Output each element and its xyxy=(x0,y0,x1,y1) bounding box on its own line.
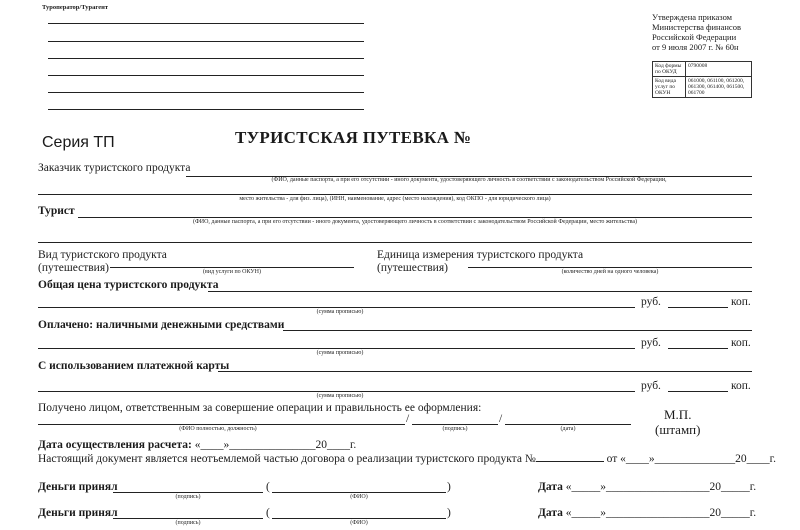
stamp-mp: М.П. xyxy=(664,407,692,422)
product-type-line-2: (путешествия) xyxy=(38,262,109,274)
total-price-kop-line[interactable] xyxy=(668,307,728,308)
money-received-date-label-1: Дата xyxy=(538,481,563,493)
money-received-name-line-2[interactable] xyxy=(272,518,446,519)
contract-number-field[interactable] xyxy=(536,452,604,462)
approval-line-2: Министерства финансов xyxy=(652,22,741,32)
money-received-name-hint-2: (ФИО) xyxy=(350,520,368,526)
paid-card-label: С использованием платежной карты xyxy=(38,360,230,372)
received-label: Получено лицом, ответственным за совершение операции и правильность ее оформления: xyxy=(38,402,482,414)
money-received-date-1[interactable]: «_____»__________________20_____г. xyxy=(565,481,757,493)
paid-cash-line-1[interactable] xyxy=(283,330,752,331)
product-type-line-1: Вид туристского продукта xyxy=(38,249,167,261)
money-received-close-1: ) xyxy=(447,481,451,493)
stamp-label: (штамп) xyxy=(655,422,701,437)
okud-value: 0790008 xyxy=(686,62,752,77)
received-date-line[interactable] xyxy=(505,424,631,425)
customer-line-2[interactable] xyxy=(38,194,752,195)
money-received-open-1: ( xyxy=(266,481,270,493)
received-name-hint: (ФИО полностью, должность) xyxy=(179,426,257,432)
series-label: Серия ТП xyxy=(42,134,115,151)
paid-card-kop: коп. xyxy=(731,380,751,392)
approval-line-3: Российской Федерации xyxy=(652,32,737,42)
approval-line-4: от 9 июля 2007 г. № 60н xyxy=(652,42,739,52)
total-price-kop: коп. xyxy=(731,296,751,308)
operator-label: Туроператор/Турагент xyxy=(42,4,109,11)
received-sign-line[interactable] xyxy=(412,424,498,425)
money-received-label-2: Деньги принял xyxy=(38,507,118,519)
total-price-amount-line[interactable] xyxy=(38,307,635,308)
paid-cash-label: Оплачено: наличными денежными средствами xyxy=(38,319,285,331)
product-type-hint: (вид услуги по ОКУН) xyxy=(203,269,261,275)
integral-date[interactable]: от «____»______________20____г. xyxy=(606,453,776,465)
money-received-date-label-2: Дата xyxy=(538,507,563,519)
tourist-line-2[interactable] xyxy=(38,242,752,243)
paid-cash-hint: (сумма прописью) xyxy=(316,350,364,356)
approval-line-1: Утверждена приказом xyxy=(652,12,733,22)
paid-card-kop-line[interactable] xyxy=(668,391,728,392)
paid-cash-amount-line[interactable] xyxy=(38,348,635,349)
received-slash-2: / xyxy=(499,413,503,425)
settlement-date-label: Дата осуществления расчета: xyxy=(38,439,192,451)
operator-line-3[interactable] xyxy=(48,58,364,59)
paid-card-rub: руб. xyxy=(641,380,661,392)
unit-field[interactable] xyxy=(468,267,752,268)
received-date-hint: (дата) xyxy=(560,426,576,432)
paid-card-hint: (сумма прописью) xyxy=(316,393,364,399)
money-received-date-2[interactable]: «_____»__________________20_____г. xyxy=(565,507,757,519)
money-received-date-row-1 xyxy=(538,481,756,494)
product-type-field[interactable] xyxy=(110,267,354,268)
total-price-label: Общая цена туристского продукта xyxy=(38,279,219,291)
paid-card-amount-line[interactable] xyxy=(38,391,635,392)
received-name-line[interactable] xyxy=(38,424,405,425)
page-title: ТУРИСТСКАЯ ПУТЕВКА № xyxy=(235,128,472,147)
received-slash-1: / xyxy=(406,413,410,425)
paid-cash-kop: коп. xyxy=(731,337,751,349)
okun-label: Код вида услуг по ОКУН xyxy=(653,77,686,98)
money-received-open-2: ( xyxy=(266,507,270,519)
operator-line-2[interactable] xyxy=(48,41,364,42)
operator-line-1[interactable] xyxy=(48,23,364,24)
money-received-sign-hint-1: (подпись) xyxy=(175,494,201,500)
money-received-date-row-2 xyxy=(538,507,756,520)
operator-line-4[interactable] xyxy=(48,75,364,76)
paid-card-line-1[interactable] xyxy=(218,371,752,372)
stamp-block xyxy=(655,407,700,437)
approval-block xyxy=(652,12,741,52)
money-received-sign-hint-2: (подпись) xyxy=(175,520,201,526)
tourist-label: Турист xyxy=(38,205,75,217)
customer-label: Заказчик туристского продукта xyxy=(38,162,191,174)
settlement-date-field[interactable]: «____»_______________20____г. xyxy=(194,439,357,451)
money-received-name-line-1[interactable] xyxy=(272,492,446,493)
unit-line-2: (путешествия) xyxy=(377,262,448,274)
tourist-hint: (ФИО, данные паспорта, а при его отсутствии - иного документа, удостоверяющего личность в соответствии с законодательством Российской Федерации, место жительства) xyxy=(193,219,637,225)
money-received-label-1: Деньги принял xyxy=(38,481,118,493)
money-received-close-2: ) xyxy=(447,507,451,519)
codes-table xyxy=(652,61,752,98)
money-received-name-hint-1: (ФИО) xyxy=(350,494,368,500)
okud-label: Код формы по ОКУД xyxy=(653,62,686,77)
total-price-hint: (сумма прописью) xyxy=(316,309,364,315)
money-received-sign-line-1[interactable] xyxy=(113,492,263,493)
customer-hint-1: (ФИО, данные паспорта, а при его отсутствии - иного документа, удостоверяющего личность в соответствии с законодательством Российской Федерации, xyxy=(271,177,667,183)
received-sign-hint: (подпись) xyxy=(442,426,468,432)
total-price-rub: руб. xyxy=(641,296,661,308)
paid-cash-kop-line[interactable] xyxy=(668,348,728,349)
customer-hint-2: место жительства - для физ. лица), (ИНН, наименование, адрес (место нахождения), код ОКПО - для юридического лица) xyxy=(239,196,551,202)
total-price-line-1[interactable] xyxy=(208,291,752,292)
operator-line-5[interactable] xyxy=(48,92,364,93)
okun-value: 061000, 061100, 061200, 061300, 061400, 061500, 061700 xyxy=(686,77,752,98)
operator-line-6[interactable] xyxy=(48,109,364,110)
money-received-sign-line-2[interactable] xyxy=(113,518,263,519)
integral-text: Настоящий документ является неотъемлемой частью договора о реализации туристского продукта № xyxy=(38,453,536,465)
integral-row xyxy=(38,452,776,466)
unit-line-1: Единица измерения туристского продукта xyxy=(377,249,584,261)
unit-hint: (количество дней на одного человека) xyxy=(561,269,659,275)
tourist-line-1[interactable] xyxy=(78,217,752,218)
paid-cash-rub: руб. xyxy=(641,337,661,349)
settlement-date-row xyxy=(38,439,356,452)
